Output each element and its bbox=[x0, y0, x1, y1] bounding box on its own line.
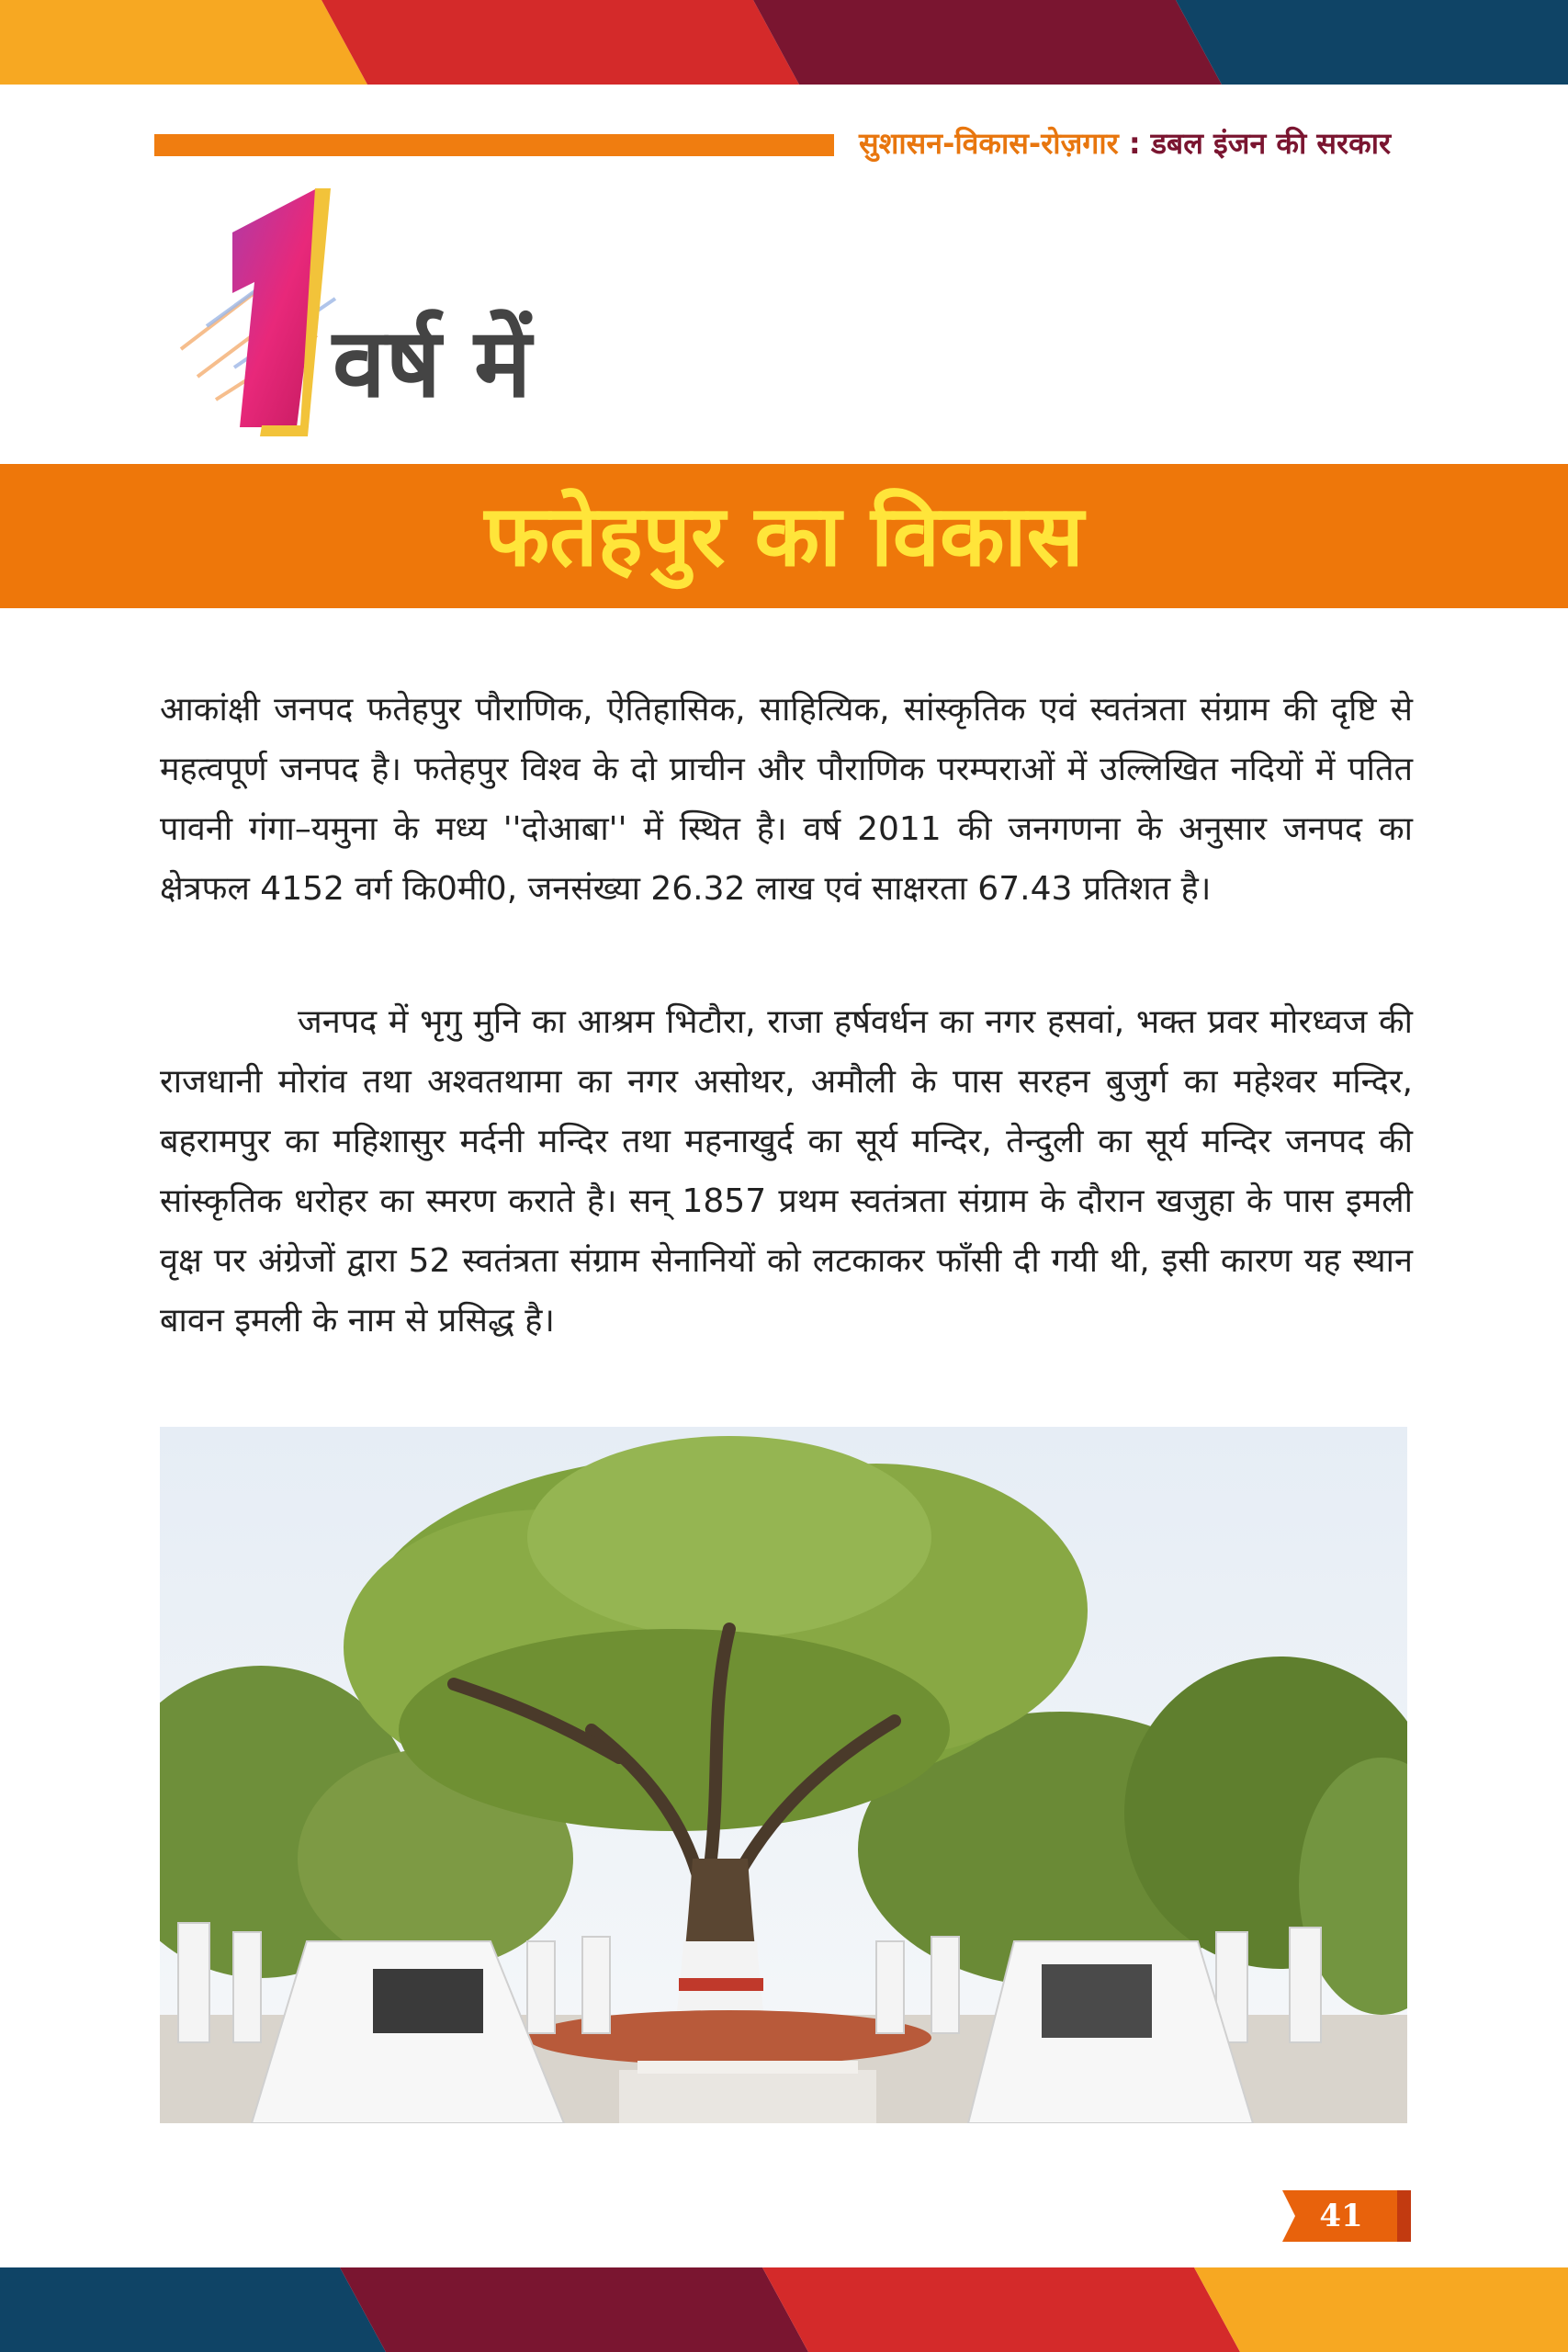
years-heading: वर्ष में bbox=[333, 306, 532, 419]
page-title: फतेहपुर का विकास bbox=[484, 486, 1084, 585]
body-paragraph-1: आकांक्षी जनपद फतेहपुर पौराणिक, ऐतिहासिक, साहित्यिक, सांस्कृतिक एवं स्वतंत्रता संग्राम की दृष्टि से महत्वपूर्ण जनपद है। फतेहपुर विश्व के दो प्राचीन और पौराणिक परम्पराओं में उल्लिखित नदियों में पतित पावनी गंगा–यमुना के मध्य ''दोआबा'' में स्थित है। वर्ष 2011 की जनगणना के अनुसार जनपद का क्षेत्रफल 4152 वर्ग कि0मी0, जनसंख्या 26.32 लाख एवं साक्षरता 67.43 प्रतिशत है। bbox=[160, 691, 1413, 908]
header-tagline-right: : डबल इंजन की सरकार bbox=[1118, 126, 1392, 161]
top-decorative-band bbox=[0, 0, 1568, 85]
body-paragraph-2: जनपद में भृगु मुनि का आश्रम भिटौरा, राजा हर्षवर्धन का नगर हसवां, भक्त प्रवर मोरध्वज की राजधानी मोरांव तथा अश्वतथामा का नगर असोथर, अमौली के पास सरहन बुजुर्ग का महेश्वर मन्दिर, बहरामपुर का महिशासुर मर्दनी मन्दिर तथा महनाखुर्द का सूर्य मन्दिर, तेन्दुली का सूर्य मन्दिर जनपद की सांस्कृतिक धरोहर का स्मरण कराते है। सन् 1857 प्रथम स्वतंत्रता संग्राम के दौरान खजुहा के पास इमली वृक्ष पर अंग्रेजों द्वारा 52 स्वतंत्रता संग्राम सेनानियों को लटकाकर फाँसी दी गयी थी, इसी कारण यह स्थान बावन इमली के नाम से प्रसिद्ध है। bbox=[160, 1003, 1413, 1340]
running-header bbox=[859, 123, 1410, 164]
header-rule bbox=[154, 134, 834, 156]
memorial-tree-photo bbox=[160, 1427, 1407, 2123]
header-tagline-left: सुशासन-विकास-रोज़गार bbox=[859, 126, 1119, 161]
page-number: 41 bbox=[1319, 2198, 1363, 2234]
bottom-decorative-band bbox=[0, 2267, 1568, 2352]
